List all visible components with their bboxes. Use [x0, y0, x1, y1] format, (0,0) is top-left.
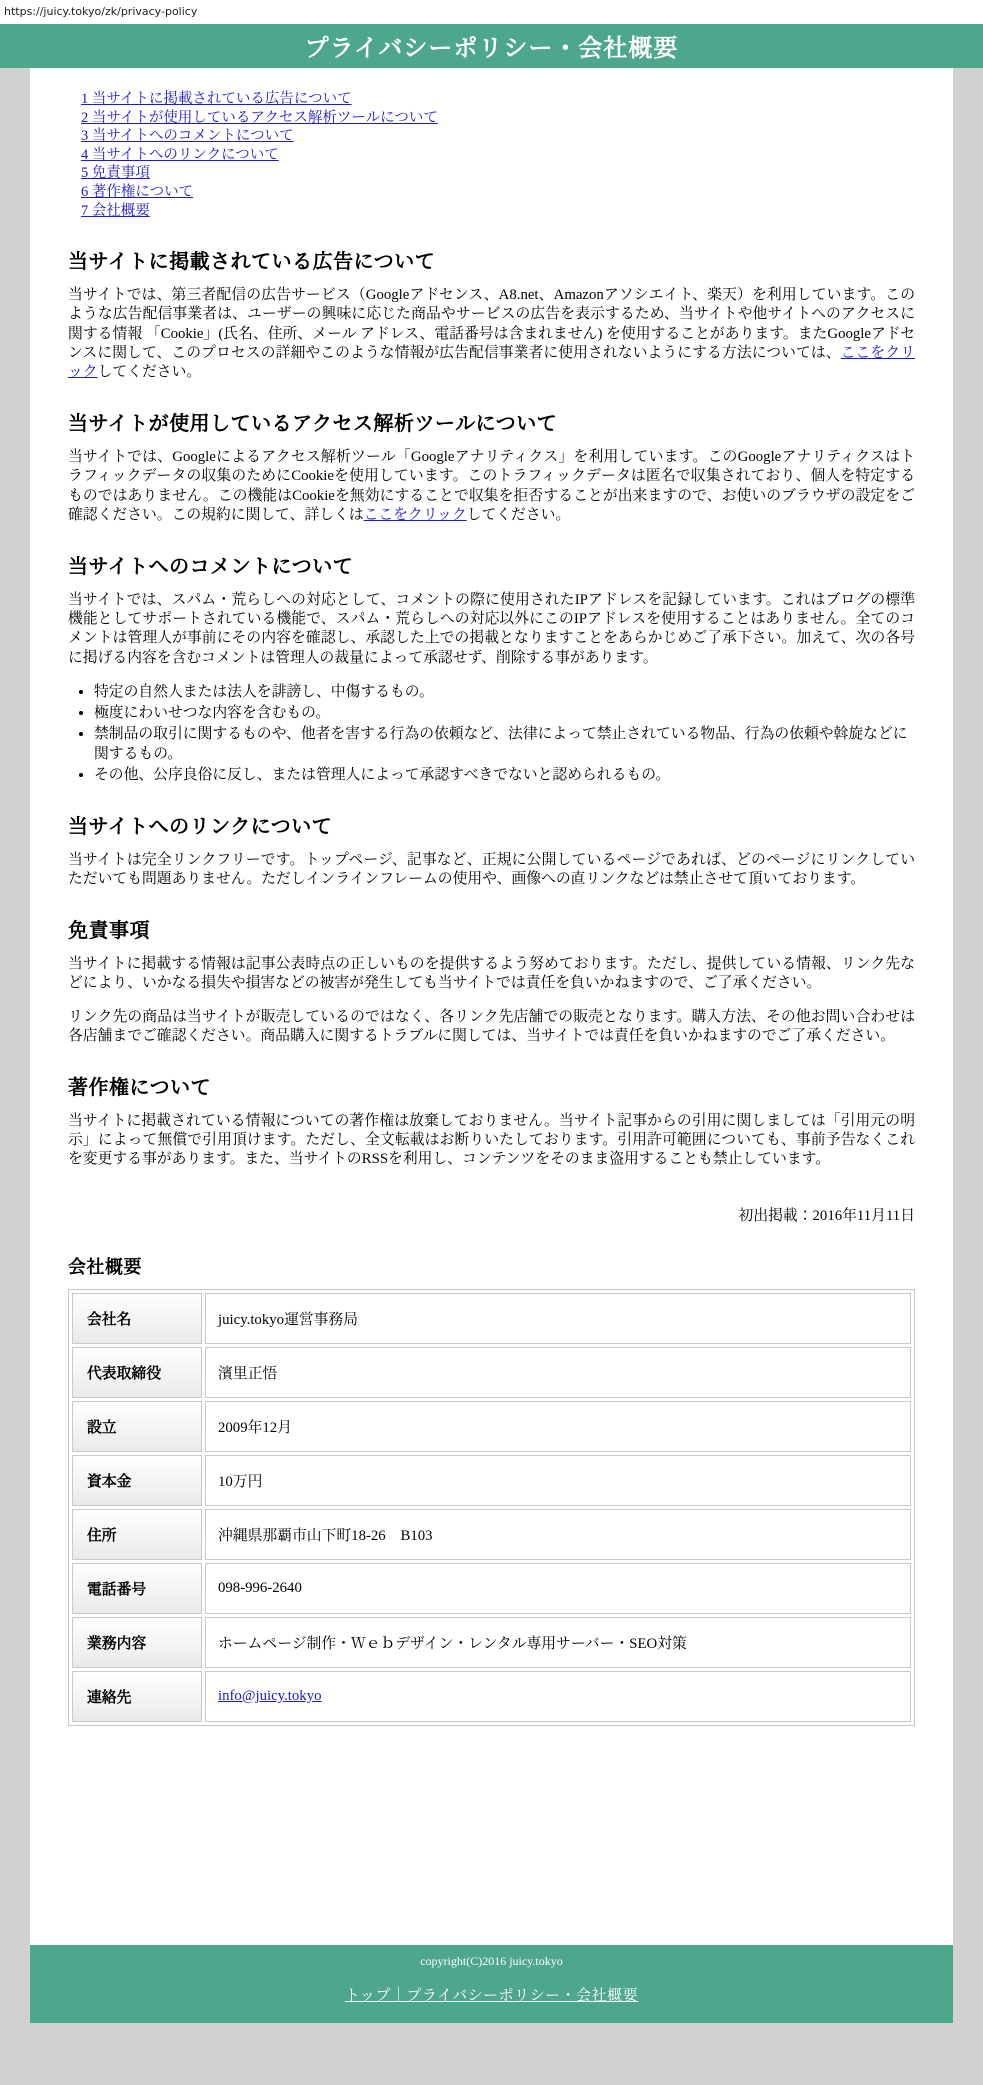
table-row: [72, 1455, 911, 1506]
table-row: [72, 1347, 911, 1398]
browser-url: https://juicy.tokyo/zk/privacy-policy: [4, 5, 198, 18]
table-of-contents: [81, 90, 915, 220]
row-label-address: 住所: [72, 1509, 202, 1560]
toc-item: [81, 109, 915, 128]
site-footer: [30, 1945, 953, 2023]
table-row: [72, 1509, 911, 1560]
table-row: [72, 1401, 911, 1452]
list-item: • 特定の自然人または法人を誹謗し、中傷するもの。: [94, 682, 915, 702]
toc-link-analytics[interactable]: 2 当サイトが使用しているアクセス解析ツールについて: [81, 109, 438, 126]
section-disclaimer-paragraph-1: 当サイトに掲載する情報は記事公表時点の正しいものを提供するよう努めております。ただし、提供している情報、リンク先などにより、いかなる損失や損害などの被害が発生しても当サイトでは責任を負いかねますので、ご了承ください。: [68, 956, 915, 992]
section-ads-text: 当サイトでは、第三者配信の広告サービス（Googleアドセンス、A8.net、Amazonアソシエイト、楽天）を利用しています。このような広告配信事業者は、ユーザーの興味に応じた商品やサービスの広告を表示するため、当サイトや他サイトへのアクセスに関する情報 「Cookie」(氏名、住所、メール アドレス、電話番号は含まれません) を使用することがあります。またGoogleアドセンスに関して、このプロセスの詳細やこのような情報が広告配信事業者に使用されないようにする方法については、: [68, 287, 915, 361]
toc-link-disclaimer[interactable]: 5 免責事項: [81, 165, 150, 182]
list-item: • その他、公序良俗に反し、または管理人によって承認すべきでないと認められるもの。: [94, 765, 915, 785]
section-copyright: [68, 1071, 915, 1225]
row-label-ceo: 代表取締役: [72, 1347, 202, 1398]
section-analytics: [68, 407, 915, 525]
contact-email-link[interactable]: info@juicy.tokyo: [218, 1687, 322, 1704]
row-label-business: 業務内容: [72, 1617, 202, 1668]
row-value-address: 沖縄県那覇市山下町18-26 B103: [205, 1509, 911, 1560]
comment-rules-list: [68, 682, 915, 785]
row-value-company-name: juicy.tokyo運営事務局: [205, 1293, 911, 1344]
section-links-paragraph: 当サイトは完全リンクフリーです。トップページ、記事など、正規に公開しているページであれば、どのページにリンクしていただいても問題ありません。ただしインラインフレームの使用や、画像への直リンクなどは禁止させて頂いております。: [68, 851, 915, 887]
row-value-phone: 098-996-2640: [205, 1563, 911, 1614]
row-value-founded: 2009年12月: [205, 1401, 911, 1452]
section-copyright-heading: 著作権について: [68, 1077, 212, 1100]
table-row: [72, 1293, 911, 1344]
toc-item: [81, 90, 915, 109]
row-label-company-name: 会社名: [72, 1293, 202, 1344]
section-comments-heading: 当サイトへのコメントについて: [68, 555, 354, 578]
section-ads-text-after: してください。: [97, 363, 202, 380]
toc-link-copyright[interactable]: 6 著作権について: [81, 183, 194, 200]
row-label-phone: 電話番号: [72, 1563, 202, 1614]
list-item: • 禁制品の取引に関するものや、他者を害する行為の依頼など、法律によって禁止されている物品、行為の依頼や斡旋などに関するもの。: [94, 724, 915, 764]
toc-link-comments[interactable]: 3 当サイトへのコメントについて: [81, 128, 294, 145]
section-links: [68, 810, 915, 889]
first-published-date: 初出掲載：2016年11月11日: [738, 1207, 915, 1224]
section-ads-heading: 当サイトに掲載されている広告について: [68, 251, 436, 274]
section-analytics-paragraph: [68, 448, 915, 525]
table-row: [72, 1563, 911, 1614]
section-analytics-text: 当サイトでは、Googleによるアクセス解析ツール「Googleアナリティクス」を利用しています。このGoogleアナリティクスはトラフィックデータの収集のためにCookieを使用しています。このトラフィックデータは匿名で収集されており、個人を特定するものではありません。この機能はCookieを無効にすることで収集を拒否することが出来ますので、お使いのブラウザの設定をご確認ください。この規約に関して、詳しくは: [68, 449, 915, 523]
row-value-contact: [205, 1671, 911, 1722]
analytics-terms-link[interactable]: ここをクリック: [363, 506, 467, 523]
section-ads: [68, 245, 915, 382]
row-label-capital: 資本金: [72, 1455, 202, 1506]
toc-item: [81, 164, 915, 183]
section-company-heading: 会社概要: [68, 1256, 142, 1277]
section-analytics-heading: 当サイトが使用しているアクセス解析ツールについて: [68, 413, 558, 436]
section-company: [68, 1253, 915, 1726]
ads-optout-link[interactable]: ここをクリック: [68, 344, 915, 380]
row-label-contact: 連絡先: [72, 1671, 202, 1722]
row-label-founded: 設立: [72, 1401, 202, 1452]
toc-item: [81, 202, 915, 221]
section-comments: [68, 550, 915, 785]
row-value-capital: 10万円: [205, 1455, 911, 1506]
section-comments-paragraph: 当サイトでは、スパム・荒らしへの対応として、コメントの際に使用されたIPアドレスを記録しています。これはブログの標準機能としてサポートされている機能で、スパム・荒らしへの対応以外にこのIPアドレスを使用することはありません。全てのコメントは管理人が事前にその内容を確認し、承認した上での掲載となりますことをあらかじめご了承下さい。加えて、次の各号に掲げる内容を含むコメントは管理人の裁量によって承認せず、削除する事があります。: [68, 591, 915, 666]
section-copyright-paragraph: 当サイトに掲載されている情報についての著作権は放棄しておりません。当サイト記事からの引用に関しましては「引用元の明示」によって無償で引用頂けます。ただし、全文転載はお断りいたしております。引用許可範囲についても、事前予告なくこれを変更する事があります。また、当サイトのRSSを利用し、コンテンツをそのまま盗用することも禁止しています。: [68, 1113, 915, 1168]
table-row: [72, 1671, 911, 1722]
section-analytics-text-after: してください。: [466, 506, 571, 523]
row-value-ceo: 濱里正悟: [205, 1347, 911, 1398]
section-ads-paragraph: [68, 286, 915, 382]
toc-link-links[interactable]: 4 当サイトへのリンクについて: [81, 146, 279, 163]
toc-link-ads[interactable]: 1 当サイトに掲載されている広告について: [81, 91, 352, 107]
toc-item: [81, 183, 915, 202]
section-disclaimer-heading: 免責事項: [68, 920, 150, 943]
section-disclaimer-paragraph-2: リンク先の商品は当サイトが販売しているのではなく、各リンク先店舗での販売となります。購入方法、その他お問い合わせは各店舗までご確認ください。商品購入に関するトラブルに関しては、当サイトでは責任を負いかねますのでご了承ください。: [68, 1008, 915, 1044]
browser-address-bar[interactable]: [0, 0, 983, 24]
toc-link-company[interactable]: 7 会社概要: [81, 202, 150, 219]
toc-item: [81, 146, 915, 165]
toc-item: [81, 127, 915, 146]
footer-nav-link[interactable]: トップ｜プライバシーポリシー・会社概要: [344, 1987, 639, 2004]
site-header: [0, 24, 983, 68]
row-value-business: ホームページ制作・Ｗｅｂデザイン・レンタル専用サーバー・SEO対策: [205, 1617, 911, 1668]
section-links-heading: 当サイトへのリンクについて: [68, 815, 333, 838]
page-container: [30, 68, 953, 2023]
section-disclaimer: [68, 914, 915, 1046]
page-title: プライバシーポリシー・会社概要: [304, 35, 679, 62]
main-content: [30, 68, 953, 1923]
footer-copyright: copyright(C)2016 juicy.tokyo: [420, 1954, 563, 1968]
company-info-table: [68, 1289, 915, 1726]
list-item: • 極度にわいせつな内容を含むもの。: [94, 703, 915, 723]
table-row: [72, 1617, 911, 1668]
footer-nav: [30, 1984, 953, 2005]
